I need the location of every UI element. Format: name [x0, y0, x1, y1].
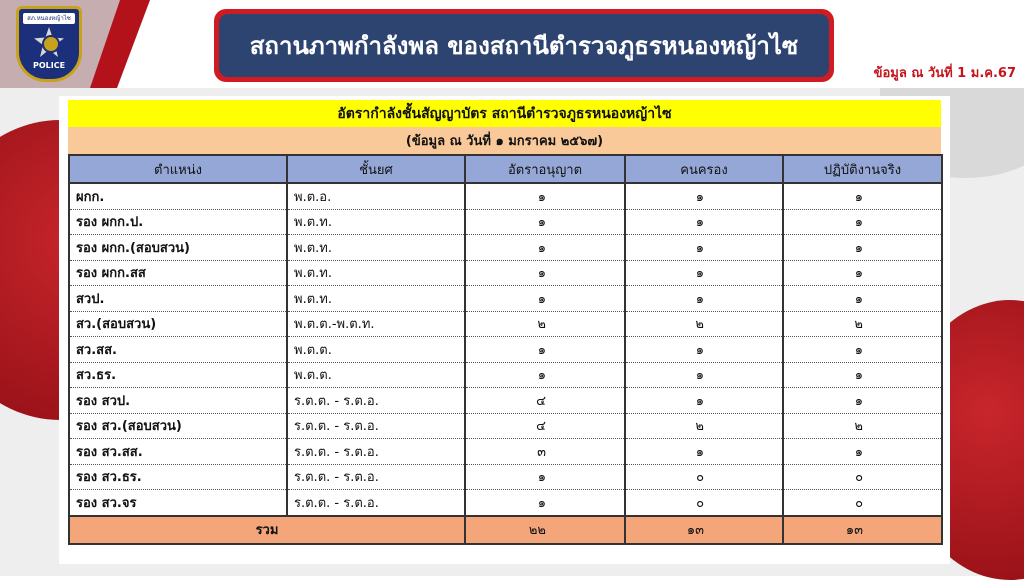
cell-position: รอง สว.สส.	[69, 439, 287, 465]
cell-rank: ร.ต.ต. - ร.ต.อ.	[287, 413, 465, 439]
cell-active: ๐	[783, 490, 942, 516]
cell-holding: ๑	[625, 337, 783, 363]
cell-position: รอง สว.จร	[69, 490, 287, 516]
cell-allowed: ๑	[465, 464, 625, 490]
col-header-holding: คนครอง	[625, 155, 783, 183]
cell-allowed: ๔	[465, 388, 625, 414]
cell-active: ๒	[783, 311, 942, 337]
police-logo	[16, 6, 82, 82]
cell-rank: ร.ต.ต. - ร.ต.อ.	[287, 439, 465, 465]
cell-allowed: ๒	[465, 311, 625, 337]
cell-allowed: ๑	[465, 260, 625, 286]
table-row	[69, 388, 942, 414]
table-row	[69, 413, 942, 439]
cell-holding: ๒	[625, 413, 783, 439]
total-row	[69, 516, 942, 544]
table-row	[69, 362, 942, 388]
cell-position: รอง สว.ธร.	[69, 464, 287, 490]
cell-holding: ๐	[625, 464, 783, 490]
cell-rank: พ.ต.ท.	[287, 260, 465, 286]
table-row	[69, 286, 942, 312]
cell-rank: พ.ต.ต.	[287, 362, 465, 388]
cell-active: ๐	[783, 464, 942, 490]
cell-rank: พ.ต.ต.	[287, 337, 465, 363]
cell-allowed: ๑	[465, 209, 625, 235]
cell-position: สว.ธร.	[69, 362, 287, 388]
table-row	[69, 235, 942, 261]
col-header-allowed: อัตราอนุญาต	[465, 155, 625, 183]
cell-active: ๑	[783, 337, 942, 363]
cell-rank: พ.ต.ท.	[287, 235, 465, 261]
cell-rank: ร.ต.ต. - ร.ต.อ.	[287, 490, 465, 516]
table-row	[69, 183, 942, 209]
total-allowed: ๒๒	[465, 516, 625, 544]
cell-position: สว.(สอบสวน)	[69, 311, 287, 337]
table-row	[69, 311, 942, 337]
table-row	[69, 260, 942, 286]
cell-holding: ๑	[625, 183, 783, 209]
cell-holding: ๑	[625, 388, 783, 414]
cell-allowed: ๑	[465, 235, 625, 261]
col-header-position: ตำแหน่ง	[69, 155, 287, 183]
cell-holding: ๐	[625, 490, 783, 516]
table-row	[69, 337, 942, 363]
cell-position: รอง ผกก.สส	[69, 260, 287, 286]
cell-rank: พ.ต.ท.	[287, 209, 465, 235]
cell-position: รอง สวป.	[69, 388, 287, 414]
cell-active: ๑	[783, 286, 942, 312]
badge-emblem-icon	[42, 35, 60, 53]
cell-rank: พ.ต.อ.	[287, 183, 465, 209]
table-row	[69, 209, 942, 235]
cell-active: ๑	[783, 439, 942, 465]
as-of-date: ข้อมูล ณ วันที่ 1 ม.ค.67	[873, 66, 1016, 81]
total-holding: ๑๓	[625, 516, 783, 544]
staff-table	[68, 154, 943, 545]
table-title: อัตรากำลังชั้นสัญญาบัตร สถานีตำรวจภูธรหนองหญ้าไซ	[68, 100, 941, 127]
cell-active: ๒	[783, 413, 942, 439]
cell-holding: ๑	[625, 235, 783, 261]
table-row	[69, 464, 942, 490]
cell-active: ๑	[783, 183, 942, 209]
cell-rank: พ.ต.ต.-พ.ต.ท.	[287, 311, 465, 337]
cell-position: รอง ผกก.ป.	[69, 209, 287, 235]
cell-holding: ๒	[625, 311, 783, 337]
cell-allowed: ๑	[465, 362, 625, 388]
cell-allowed: ๑	[465, 286, 625, 312]
cell-holding: ๑	[625, 439, 783, 465]
logo-text: POLICE	[32, 61, 66, 70]
total-label: รวม	[69, 516, 465, 544]
table-row	[69, 439, 942, 465]
cell-allowed: ๔	[465, 413, 625, 439]
page-title: สถานภาพกำลังพล ของสถานีตำรวจภูธรหนองหญ้าไซ	[219, 14, 829, 77]
cell-rank: ร.ต.ต. - ร.ต.อ.	[287, 388, 465, 414]
cell-active: ๑	[783, 388, 942, 414]
cell-rank: พ.ต.ท.	[287, 286, 465, 312]
logo-band: สภ.หนองหญ้าไซ	[23, 13, 75, 24]
cell-allowed: ๑	[465, 183, 625, 209]
cell-holding: ๑	[625, 286, 783, 312]
cell-allowed: ๑	[465, 337, 625, 363]
cell-allowed: ๓	[465, 439, 625, 465]
cell-rank: ร.ต.ต. - ร.ต.อ.	[287, 464, 465, 490]
cell-active: ๑	[783, 235, 942, 261]
table-body	[69, 183, 942, 544]
cell-position: ผกก.	[69, 183, 287, 209]
cell-holding: ๑	[625, 260, 783, 286]
cell-active: ๑	[783, 260, 942, 286]
col-header-active: ปฏิบัติงานจริง	[783, 155, 942, 183]
cell-position: รอง สว.(สอบสวน)	[69, 413, 287, 439]
table-row	[69, 490, 942, 516]
cell-holding: ๑	[625, 362, 783, 388]
table-header-row	[69, 155, 942, 183]
cell-position: รอง ผกก.(สอบสวน)	[69, 235, 287, 261]
col-header-rank: ชั้นยศ	[287, 155, 465, 183]
cell-active: ๑	[783, 209, 942, 235]
cell-holding: ๑	[625, 209, 783, 235]
title-banner	[214, 9, 834, 82]
cell-position: สว.สส.	[69, 337, 287, 363]
total-active: ๑๓	[783, 516, 942, 544]
cell-position: สวป.	[69, 286, 287, 312]
table-subtitle: (ข้อมูล ณ วันที่ ๑ มกราคม ๒๕๖๗)	[68, 127, 941, 154]
cell-allowed: ๑	[465, 490, 625, 516]
cell-active: ๑	[783, 362, 942, 388]
